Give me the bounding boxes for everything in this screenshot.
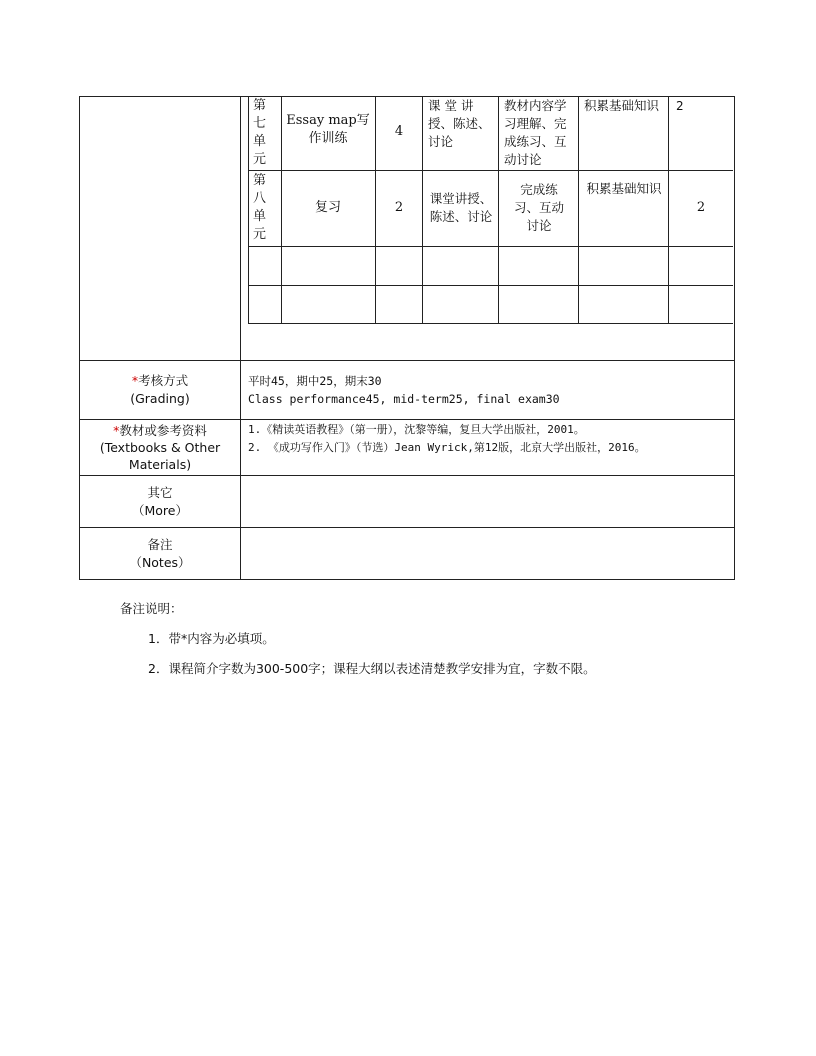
grid-line	[422, 96, 423, 324]
hours-cell: 4	[394, 124, 404, 139]
notes-label-en: （Notes）	[129, 554, 191, 570]
textbooks-label-en-1: (Textbooks & Other	[99, 440, 221, 455]
label-column-divider	[240, 96, 241, 580]
topic-cell: Essay map写作训练	[286, 113, 370, 146]
more-label	[80, 476, 240, 527]
required-star: *	[131, 373, 139, 388]
grid-line	[578, 96, 579, 324]
textbooks-label	[80, 420, 240, 475]
topic-cell: 复习	[314, 200, 341, 215]
grid-line	[668, 96, 669, 324]
method-cell: 课堂讲授、陈述、讨论	[429, 191, 493, 224]
practice-cell: 教材内容学习理解、完成练习、互动讨论	[504, 98, 567, 167]
textbooks-label-en-2: Materials)	[128, 457, 192, 472]
notes-label	[80, 528, 240, 579]
grid-line	[248, 323, 733, 324]
grading-label-cn: 考核方式	[138, 373, 189, 388]
more-label-cn: 其它	[147, 484, 173, 500]
grid-line	[248, 96, 249, 324]
textbook-item-2: 2. 《成功写作入门》（节选）Jean Wyrick,第12版，北京大学出版社，2016。	[248, 441, 646, 454]
footnote-item: 2．课程简介字数为300-500字；课程大纲以表述清楚教学安排为宜，字数不限。	[148, 661, 596, 676]
grading-line-1: 平时45，期中25，期末30	[248, 374, 382, 388]
grading-line-2: Class performance45, mid-term25, final exam30	[248, 392, 560, 406]
more-label-en: （More）	[132, 502, 188, 518]
extra-cell: 2	[696, 200, 706, 215]
grading-label	[80, 361, 240, 419]
practice-cell: 完成练习、互动讨论	[513, 182, 564, 233]
method-cell: 课 堂 讲授、陈述、讨论	[428, 98, 491, 149]
required-star: *	[113, 423, 120, 438]
extra-cell: 2	[676, 99, 684, 113]
notes-label-cn: 备注	[147, 536, 173, 552]
footnotes	[120, 600, 596, 690]
hours-cell: 2	[394, 200, 404, 215]
unit-cell: 第 八 单 元	[253, 173, 267, 242]
footnote-item: 1．带*内容为必填项。	[148, 631, 275, 646]
grid-line	[248, 170, 733, 171]
unit-cell: 第 七 单 元	[253, 98, 267, 167]
grid-line	[248, 246, 733, 247]
goal-cell: 积累基础知识	[584, 98, 660, 113]
grid-line	[281, 96, 282, 324]
footnotes-title: 备注说明：	[120, 601, 183, 616]
textbook-item-1: 1.《精读英语教程》（第一册），沈黎等编，复旦大学出版社，2001。	[248, 423, 585, 436]
grid-line	[248, 285, 733, 286]
grading-label-en: (Grading)	[130, 391, 190, 406]
goal-cell: 积累基础知识	[586, 181, 662, 196]
textbooks-label-cn: 教材或参考资料	[119, 423, 207, 438]
grid-line	[498, 96, 499, 324]
